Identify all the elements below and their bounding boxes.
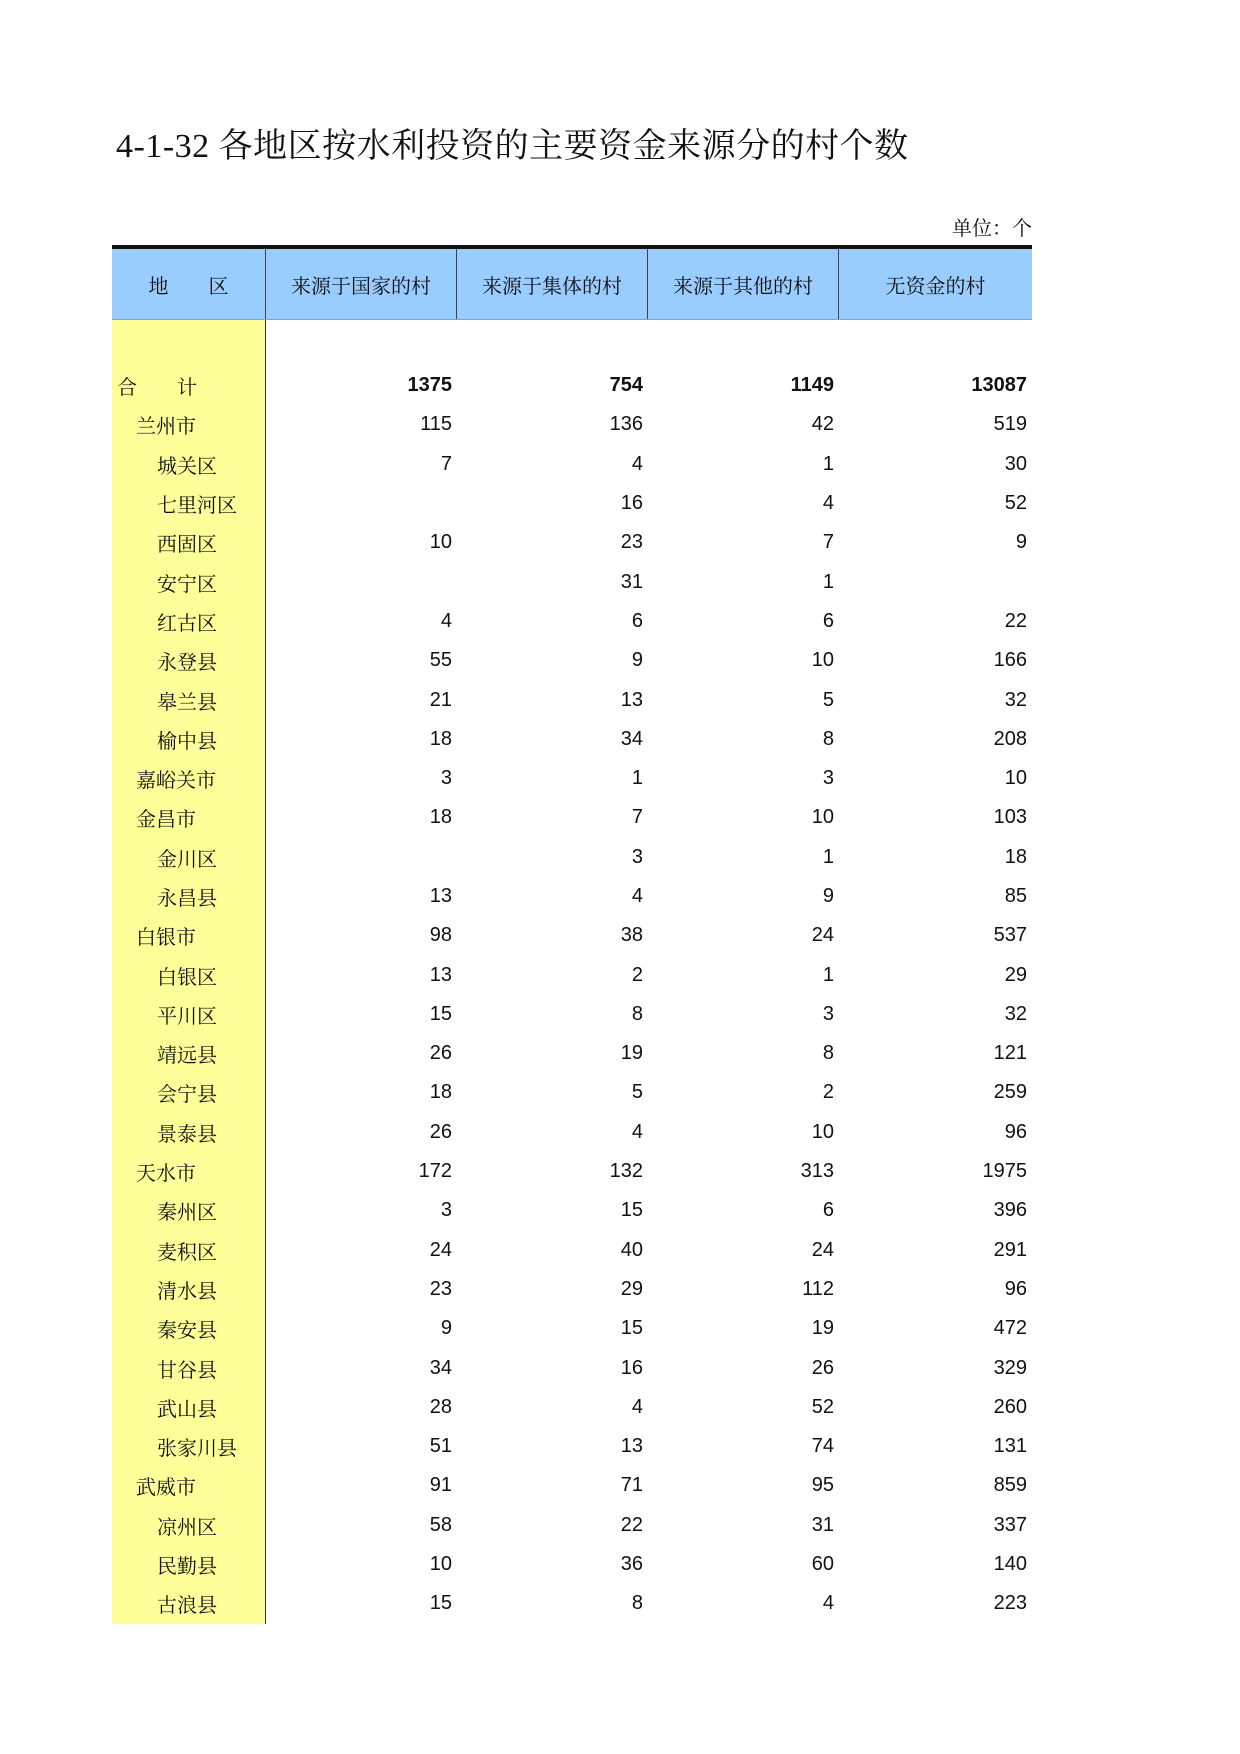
table-row (112, 995, 1032, 1034)
value-from-collective: 3 (631, 845, 643, 868)
region-name: 榆中县 (157, 728, 217, 753)
value-from-collective: 4 (631, 1120, 643, 1143)
value-from-state: 91 (429, 1474, 452, 1497)
value-no-funds: 396 (993, 1199, 1027, 1222)
value-from-state: 55 (429, 649, 452, 672)
value-from-other: 60 (811, 1553, 834, 1576)
value-from-state: 7 (440, 452, 452, 475)
value-from-other: 24 (811, 924, 834, 947)
value-from-state: 15 (429, 1002, 452, 1025)
header-region: 地 区 (112, 249, 266, 319)
table-row (112, 838, 1032, 877)
table-row (112, 562, 1032, 601)
table-row (112, 798, 1032, 837)
value-from-collective: 31 (620, 570, 643, 593)
value-from-other: 6 (822, 1199, 834, 1222)
value-no-funds: 52 (1004, 492, 1027, 515)
value-from-collective: 13 (620, 1435, 643, 1458)
table-row (112, 1231, 1032, 1270)
value-from-collective: 132 (609, 1160, 643, 1183)
table-row (112, 602, 1032, 641)
value-from-state: 10 (429, 1553, 452, 1576)
table-row (112, 1427, 1032, 1466)
value-from-collective: 15 (620, 1317, 643, 1340)
table-row (112, 1584, 1032, 1623)
table-row (112, 523, 1032, 562)
region-name: 古浪县 (157, 1593, 217, 1618)
header-from-collective: 来源于集体的村 (457, 249, 648, 319)
region-name: 安宁区 (157, 571, 217, 596)
region-name: 白银区 (157, 964, 217, 989)
region-name: 秦安县 (157, 1318, 217, 1343)
value-from-other: 26 (811, 1356, 834, 1379)
region-name: 清水县 (157, 1278, 217, 1303)
table-row (112, 641, 1032, 680)
value-from-collective: 2 (631, 963, 643, 986)
region-name: 合 计 (117, 375, 197, 400)
value-from-other: 1 (822, 845, 834, 868)
value-no-funds: 30 (1004, 452, 1027, 475)
table-row (112, 955, 1032, 994)
value-from-collective: 13 (620, 688, 643, 711)
value-from-collective: 754 (609, 374, 643, 397)
value-from-state: 3 (440, 767, 452, 790)
table-row (112, 877, 1032, 916)
value-from-state: 115 (420, 413, 452, 436)
value-from-other: 9 (822, 885, 834, 907)
value-from-other: 95 (811, 1474, 834, 1497)
region-name: 永登县 (157, 650, 217, 675)
value-from-state: 4 (440, 609, 452, 632)
value-from-collective: 4 (631, 885, 643, 907)
value-from-collective: 22 (620, 1513, 643, 1536)
total-row (112, 366, 1032, 405)
value-no-funds: 13087 (971, 374, 1027, 397)
region-name: 金川区 (157, 846, 217, 871)
value-from-other: 74 (811, 1435, 834, 1458)
region-name: 永昌县 (157, 886, 217, 910)
value-from-other: 1 (822, 452, 834, 475)
value-no-funds: 29 (1004, 963, 1027, 986)
region-name: 景泰县 (157, 1121, 217, 1146)
region-name: 平川区 (157, 1003, 217, 1028)
value-from-other: 5 (822, 688, 834, 711)
value-from-other: 2 (822, 1081, 834, 1104)
region-name: 城关区 (157, 453, 217, 478)
value-from-state: 34 (429, 1356, 452, 1379)
value-from-collective: 9 (631, 649, 643, 672)
value-from-other: 8 (822, 1042, 834, 1065)
table-row (112, 1270, 1032, 1309)
value-from-collective: 5 (631, 1081, 643, 1104)
value-from-state: 24 (429, 1238, 452, 1261)
value-no-funds: 96 (1004, 1277, 1027, 1300)
table-row (112, 680, 1032, 719)
value-no-funds: 96 (1004, 1120, 1027, 1143)
region-name: 红古区 (157, 610, 217, 635)
value-no-funds: 291 (993, 1238, 1027, 1261)
table-row (112, 1388, 1032, 1427)
value-from-state: 10 (429, 531, 452, 554)
value-from-state: 9 (440, 1317, 452, 1340)
value-no-funds: 103 (993, 806, 1027, 829)
region-name: 凉州区 (157, 1514, 217, 1539)
value-no-funds: 121 (993, 1042, 1027, 1065)
value-from-state: 58 (429, 1513, 452, 1536)
value-from-other: 3 (822, 767, 834, 790)
value-from-state: 1375 (407, 374, 452, 397)
value-from-other: 6 (822, 609, 834, 632)
value-from-other: 10 (811, 649, 834, 672)
value-from-state: 13 (429, 885, 452, 907)
value-from-other: 24 (811, 1238, 834, 1261)
table-row (112, 1191, 1032, 1230)
value-from-other: 1 (822, 570, 834, 593)
value-from-state: 98 (429, 924, 452, 947)
value-no-funds: 223 (993, 1592, 1027, 1615)
table-row (112, 720, 1032, 759)
value-no-funds: 337 (993, 1513, 1027, 1536)
value-no-funds: 85 (1004, 885, 1027, 907)
value-from-other: 1 (822, 963, 834, 986)
value-from-state: 18 (429, 806, 452, 829)
value-from-other: 10 (811, 1120, 834, 1143)
table-row (112, 405, 1032, 444)
value-from-collective: 29 (620, 1277, 643, 1300)
value-from-collective: 1 (631, 767, 643, 790)
region-name: 嘉峪关市 (136, 768, 216, 793)
value-from-other: 52 (811, 1395, 834, 1418)
value-from-state: 13 (429, 963, 452, 986)
value-from-state: 26 (429, 1042, 452, 1065)
table-row (112, 1309, 1032, 1348)
region-name: 皋兰县 (157, 689, 217, 714)
value-no-funds: 472 (993, 1317, 1027, 1340)
value-no-funds: 537 (993, 924, 1027, 947)
value-from-collective: 4 (631, 1395, 643, 1418)
region-name: 民勤县 (157, 1554, 217, 1579)
value-no-funds: 140 (993, 1553, 1027, 1576)
value-from-state: 18 (429, 1081, 452, 1104)
table-row (112, 1034, 1032, 1073)
value-from-state: 18 (429, 727, 452, 750)
region-name: 天水市 (136, 1161, 196, 1186)
region-name: 兰州市 (136, 414, 196, 439)
region-name: 会宁县 (157, 1082, 217, 1107)
value-from-other: 42 (811, 413, 834, 436)
value-no-funds: 32 (1004, 688, 1027, 711)
value-no-funds: 259 (993, 1081, 1027, 1104)
region-name: 秦州区 (157, 1200, 217, 1225)
region-name: 武山县 (157, 1396, 217, 1421)
region-name: 张家川县 (157, 1436, 237, 1461)
value-from-other: 31 (811, 1513, 834, 1536)
table-row (112, 1348, 1032, 1387)
header-from-other: 来源于其他的村 (648, 249, 839, 319)
table-row (112, 1152, 1032, 1191)
table-row (112, 1113, 1032, 1152)
value-from-state: 23 (429, 1277, 452, 1300)
table-row (112, 1506, 1032, 1545)
value-no-funds: 32 (1004, 1002, 1027, 1025)
table-row (112, 484, 1032, 523)
value-from-collective: 34 (620, 727, 643, 750)
value-from-state: 3 (440, 1199, 452, 1222)
value-from-other: 4 (822, 1592, 834, 1615)
region-name: 西固区 (157, 532, 217, 557)
value-from-other: 3 (822, 1002, 834, 1025)
value-from-collective: 8 (631, 1002, 643, 1025)
value-from-collective: 40 (620, 1238, 643, 1261)
region-name: 金昌市 (136, 807, 196, 832)
value-from-state: 15 (429, 1592, 452, 1615)
header-from-state: 来源于国家的村 (266, 249, 457, 319)
value-no-funds: 859 (993, 1474, 1027, 1497)
value-no-funds: 131 (993, 1435, 1027, 1458)
region-name: 白银市 (136, 925, 196, 950)
table-body (112, 320, 1032, 1624)
value-from-other: 1149 (790, 374, 834, 397)
table-row (112, 759, 1032, 798)
value-from-collective: 8 (631, 1592, 643, 1615)
value-no-funds: 1975 (982, 1160, 1027, 1183)
value-from-collective: 4 (631, 452, 643, 475)
value-from-other: 19 (811, 1317, 834, 1340)
value-no-funds: 9 (1015, 531, 1027, 554)
value-from-collective: 15 (620, 1199, 643, 1222)
region-name: 麦积区 (157, 1239, 217, 1264)
value-from-collective: 136 (609, 413, 643, 436)
value-from-collective: 19 (620, 1042, 643, 1065)
value-from-collective: 71 (620, 1474, 643, 1497)
value-no-funds: 260 (993, 1395, 1027, 1418)
value-no-funds: 22 (1004, 609, 1027, 632)
value-from-other: 7 (822, 531, 834, 554)
value-no-funds: 18 (1004, 845, 1027, 868)
region-name: 靖远县 (157, 1043, 217, 1068)
value-from-collective: 16 (620, 492, 643, 515)
header-no-funds: 无资金的村 (885, 273, 986, 298)
table-row (112, 916, 1032, 955)
value-from-collective: 6 (631, 609, 643, 632)
value-from-collective: 16 (620, 1356, 643, 1379)
value-from-other: 8 (822, 727, 834, 750)
region-name: 甘谷县 (157, 1357, 217, 1382)
region-name: 七里河区 (157, 493, 237, 518)
value-from-state: 21 (429, 688, 452, 711)
table-row (112, 1466, 1032, 1505)
value-from-state: 51 (429, 1435, 452, 1458)
unit-label: 单位：个 (952, 216, 1032, 240)
value-no-funds: 10 (1004, 767, 1027, 790)
value-from-state: 28 (429, 1395, 452, 1418)
value-from-other: 10 (811, 806, 834, 829)
value-no-funds: 166 (993, 649, 1027, 672)
value-from-other: 313 (800, 1160, 834, 1183)
value-from-other: 4 (822, 492, 834, 515)
value-from-state: 26 (429, 1120, 452, 1143)
value-from-collective: 36 (620, 1553, 643, 1576)
table-row (112, 445, 1032, 484)
value-from-collective: 38 (620, 924, 643, 947)
value-from-collective: 7 (631, 806, 643, 829)
data-table (112, 245, 1032, 1624)
value-from-collective: 23 (620, 531, 643, 554)
value-from-other: 112 (802, 1277, 834, 1300)
value-no-funds: 208 (993, 727, 1027, 750)
table-header (112, 249, 1032, 320)
value-no-funds: 519 (993, 413, 1027, 436)
page-title: 4-1-32 各地区按水利投资的主要资金来源分的村个数 (116, 128, 909, 165)
value-no-funds: 329 (993, 1356, 1027, 1379)
region-name: 武威市 (136, 1475, 196, 1500)
value-from-state: 172 (418, 1160, 452, 1183)
table-row (112, 1545, 1032, 1584)
table-row (112, 1073, 1032, 1112)
